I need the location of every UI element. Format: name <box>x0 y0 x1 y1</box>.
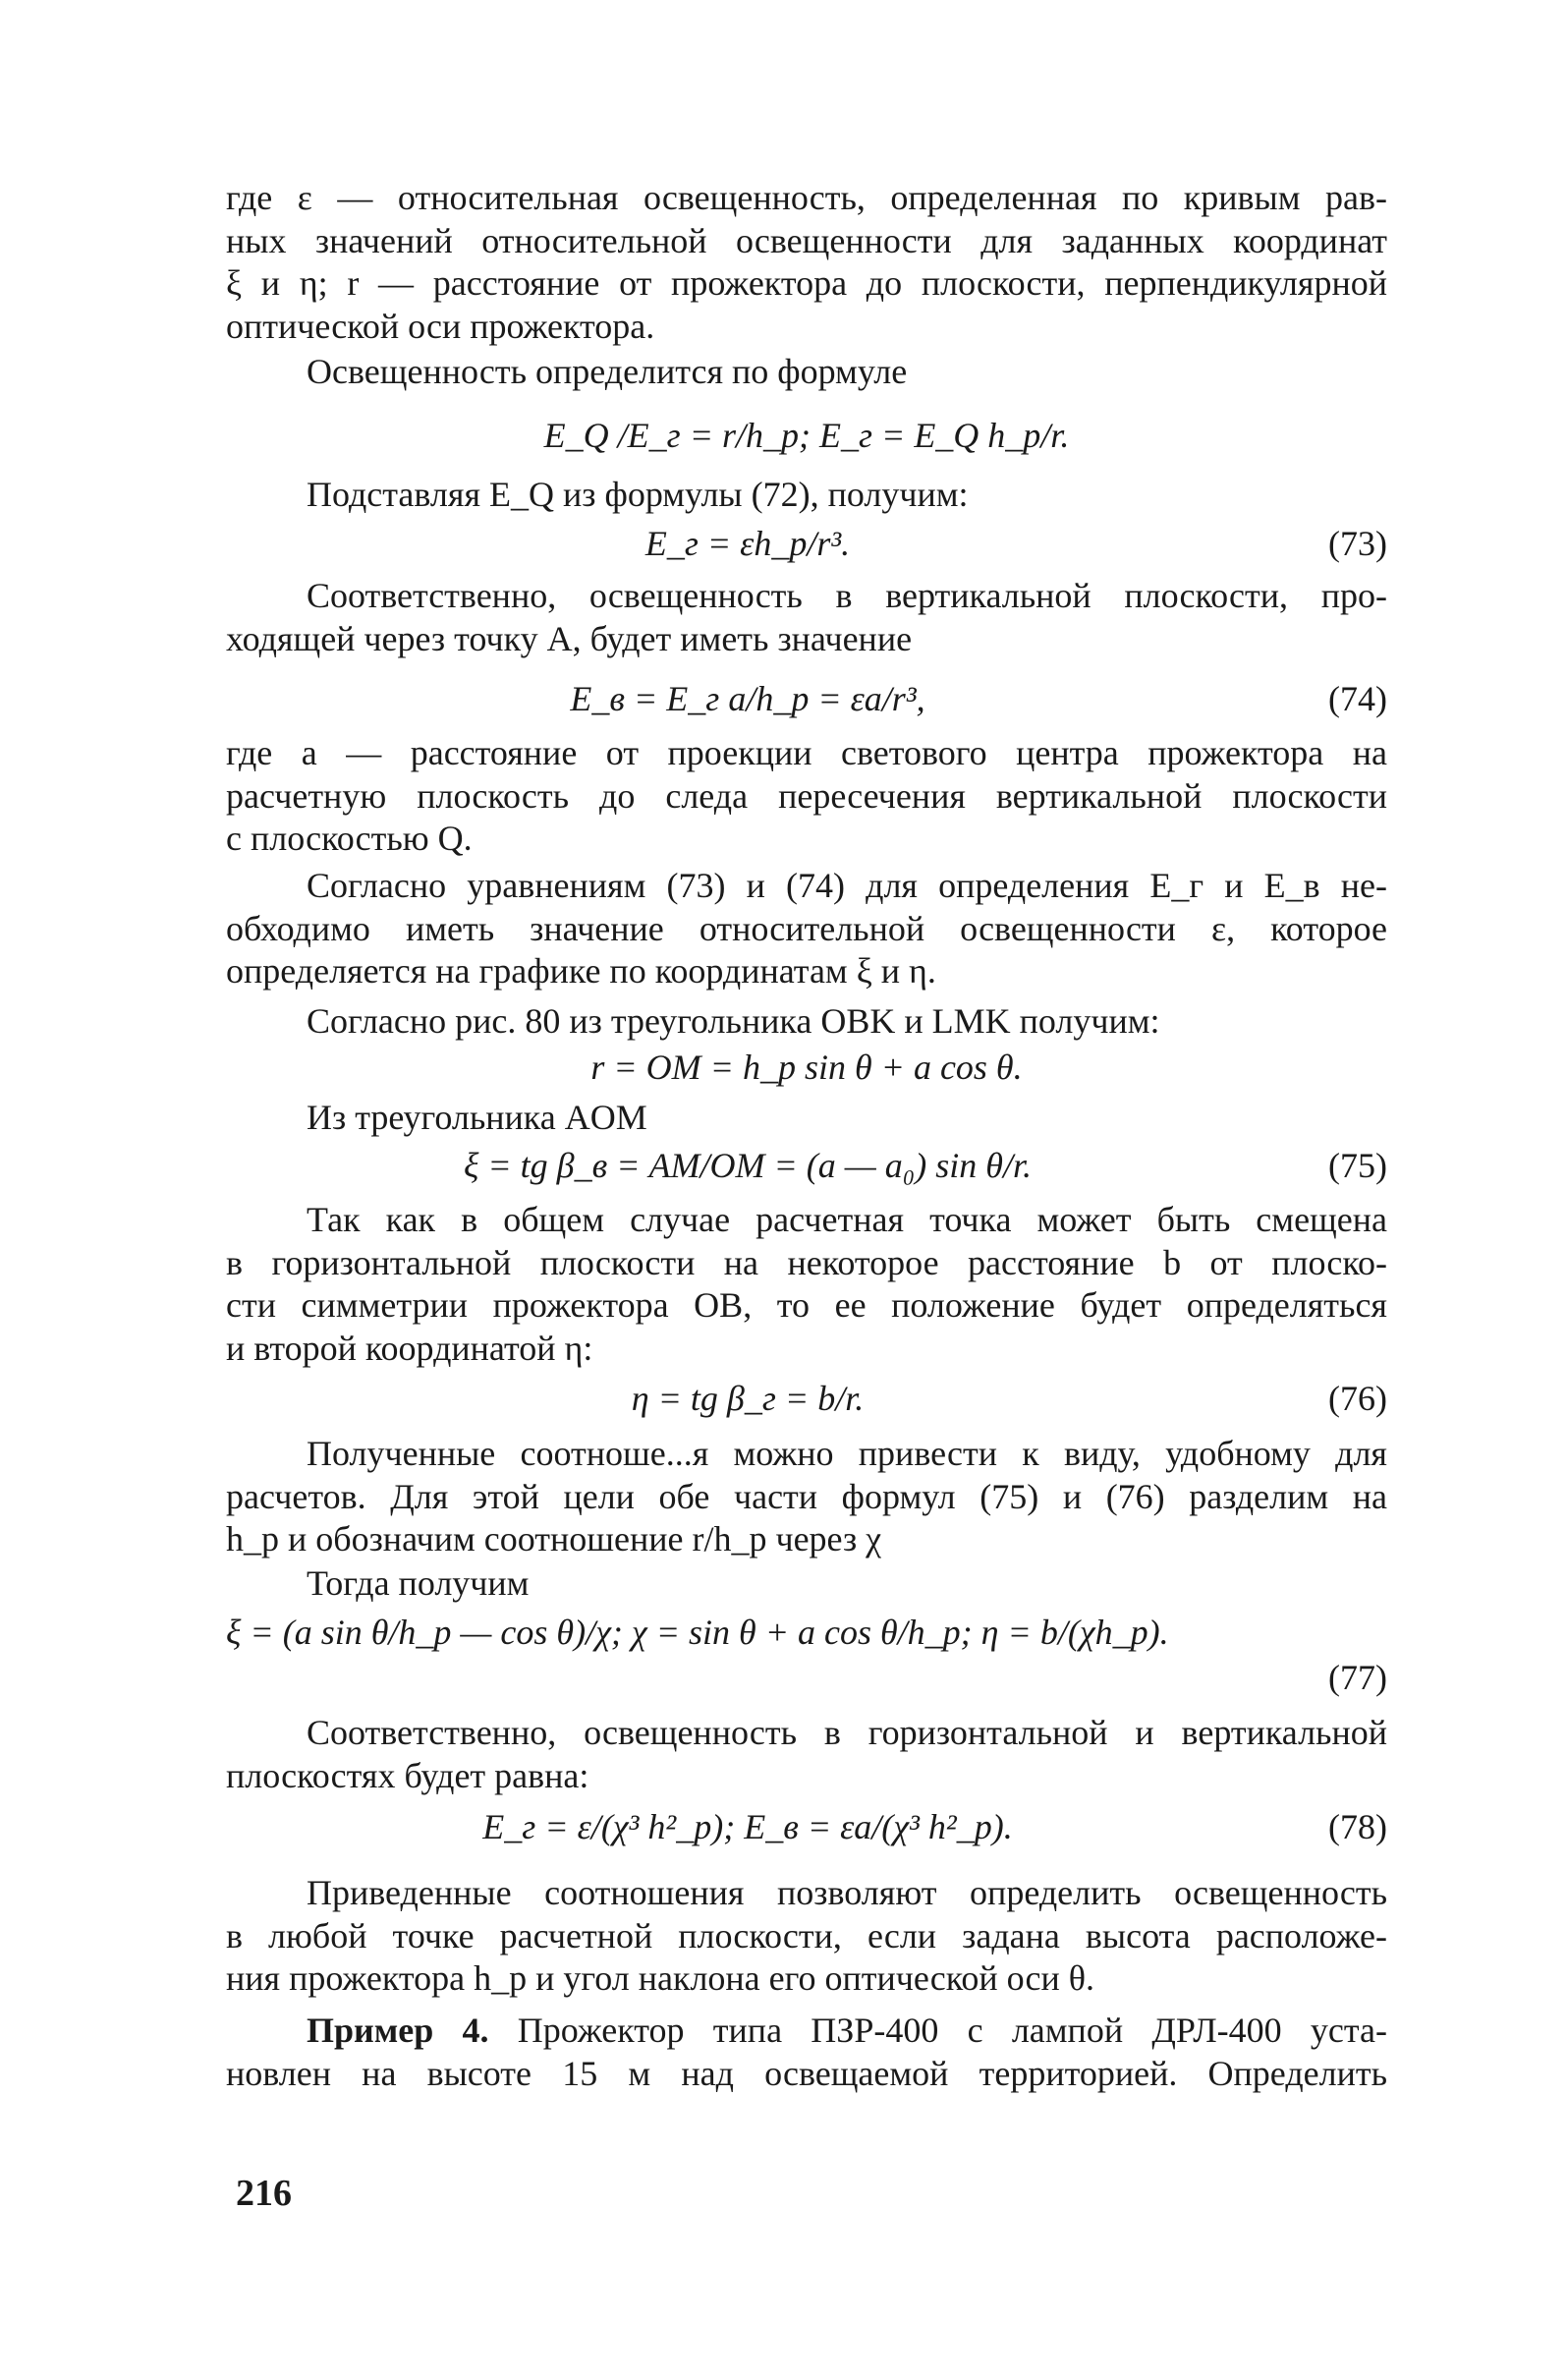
text-line: в горизонтальной плоскости на некоторое расстояние b от плоско- <box>226 1242 1387 1282</box>
text-line: плоскостях будет равна: <box>226 1755 589 1795</box>
text-line: определяется на графике по координатам ξ и η. <box>226 951 936 992</box>
text-line: ных значений относительной освещенности для заданных координат <box>226 220 1387 260</box>
paragraph-second-coordinate <box>226 1199 1387 1370</box>
equation-74 <box>226 678 1387 723</box>
text-line: где ε — относительная освещенность, определенная по кривым рав- <box>226 178 1387 217</box>
text-line: Приведенные соотношения позволяют определить освещенность <box>307 1873 1387 1912</box>
equation-77 <box>226 1612 1387 1657</box>
text-line: h_р и обозначим соотношение r/h_р через χ <box>226 1519 882 1559</box>
equation-body: E_в = E_г a/h_р = εa/r³, <box>570 679 925 718</box>
equation-body: η = tg β_г = b/r. <box>631 1379 865 1418</box>
equation-body: E_Q /E_г = r/h_р; E_г = E_Q h_р/r. <box>543 416 1070 455</box>
equation-number: (78) <box>1328 1807 1387 1846</box>
text-line: Полученные соотноше...я можно привести к виду, удобному для <box>307 1434 1387 1473</box>
paragraph-illuminance-planes <box>226 1712 1387 1797</box>
text-line: расчетную плоскость до следа пересечения вертикальной плоскости <box>226 775 1387 816</box>
equation-78 <box>226 1806 1387 1851</box>
text-line: Из треугольника AOM <box>307 1098 647 1137</box>
text-line: где a — расстояние от проекции светового центра прожектора на <box>226 733 1387 772</box>
equation-number: (77) <box>1328 1658 1387 1697</box>
text-line: в любой точке расчетной плоскости, если задана высота расположе- <box>226 1915 1387 1955</box>
text-line: Тогда получим <box>307 1563 530 1603</box>
text-line: Согласно уравнениям (73) и (74) для определения E_г и E_в не- <box>307 866 1387 905</box>
paragraph-vertical-plane <box>226 575 1387 660</box>
paragraph-triangle-aom <box>226 1097 1387 1140</box>
text-line: с плоскостью Q. <box>226 819 473 859</box>
equation-body: E_г = ε/(χ³ h²_р); E_в = εa/(χ³ h²_р). <box>482 1807 1013 1846</box>
paragraph-figure-reference <box>226 1000 1387 1044</box>
paragraph-substitution <box>226 474 1387 517</box>
paragraph-example-4 <box>226 2010 1387 2095</box>
equation-body: ξ = (a sin θ/h_р — cos θ)/χ; χ = sin θ + a cos θ/h_р; η = b/(χh_р). <box>226 1613 1169 1652</box>
example-text: Прожектор типа ПЗР-400 с лампой ДРЛ-400 уста- <box>488 2011 1387 2050</box>
text-line: новлен на высоте 15 м над освещаемой территорией. Определить <box>226 2053 1387 2093</box>
paragraph-definitions <box>226 177 1387 348</box>
paragraph-convenient-form <box>226 1433 1387 1561</box>
page-number: 216 <box>236 2173 292 2214</box>
example-heading: Пример 4. <box>307 2011 489 2050</box>
equation-eq-ratio <box>226 415 1387 460</box>
equation-75 <box>226 1145 1387 1190</box>
equation-number: (74) <box>1328 679 1387 718</box>
equation-r <box>226 1047 1387 1092</box>
paragraph-then <box>226 1562 1387 1606</box>
text-line: Подставляя E_Q из формулы (72), получим: <box>307 475 969 514</box>
text-line: и второй координатой η: <box>226 1328 593 1368</box>
text-line: Так как в общем случае расчетная точка может быть смещена <box>307 1200 1387 1239</box>
text-line: Соответственно, освещенность в горизонтальной и вертикальной <box>307 1713 1387 1752</box>
equation-number: (73) <box>1328 524 1387 563</box>
text-line: ния прожектора h_р и угол наклона его оптической оси θ. <box>226 1958 1095 1999</box>
paragraph-conclusion <box>226 1872 1387 2001</box>
text-line: ходящей через точку A, будет иметь значение <box>226 618 913 658</box>
paragraph-formula-intro <box>226 351 1387 394</box>
text-line: Соответственно, освещенность в вертикальной плоскости, про- <box>307 576 1387 615</box>
paragraph-a-definition <box>226 732 1387 861</box>
equation-body: ξ = tg β_в = AM/OM = (a — a₀) sin θ/r. <box>463 1146 1033 1185</box>
equation-number: (75) <box>1328 1146 1387 1185</box>
equation-body: r = OM = h_р sin θ + a cos θ. <box>590 1048 1023 1087</box>
paragraph-equations-73-74 <box>226 865 1387 993</box>
text-line: Освещенность определится по формуле <box>307 352 908 391</box>
text-line: Согласно рис. 80 из треугольника OBK и LMK получим: <box>307 1001 1160 1041</box>
equation-number: (76) <box>1328 1379 1387 1418</box>
equation-77-number-row <box>226 1657 1387 1702</box>
equation-body: E_г = εh_р/r³. <box>644 524 851 563</box>
text-line <box>226 2010 1387 2053</box>
text-line: ξ и η; r — расстояние от прожектора до плоскости, перпендикулярной <box>226 263 1387 304</box>
text-line: обходимо иметь значение относительной освещенности ε, которое <box>226 908 1387 948</box>
equation-73 <box>226 523 1387 568</box>
text-line: сти симметрии прожектора OB, то ее положение будет определяться <box>226 1285 1387 1326</box>
text-line: расчетов. Для этой цели обе части формул (75) и (76) разделим на <box>226 1476 1387 1516</box>
text-line: оптической оси прожектора. <box>226 306 655 346</box>
equation-76 <box>226 1378 1387 1423</box>
